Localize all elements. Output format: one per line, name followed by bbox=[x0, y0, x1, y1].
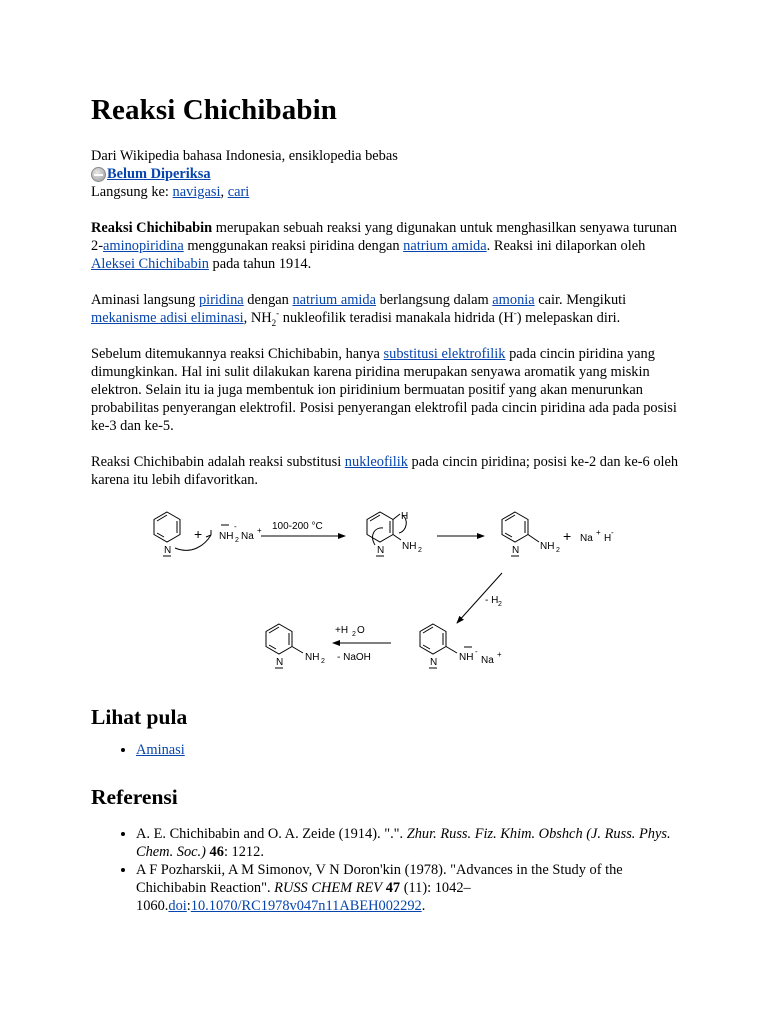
sodium-charge-2: + bbox=[596, 528, 601, 537]
plus-sign-1: + bbox=[194, 526, 203, 542]
amination-text-4: cair. Mengikuti bbox=[534, 292, 627, 308]
nh2-label-2: NH bbox=[402, 541, 417, 552]
nh2-subscript-2: 2 bbox=[418, 547, 422, 554]
amination-text-2: dengan bbox=[243, 292, 293, 308]
bond-c-nh2-5 bbox=[292, 647, 303, 654]
hydride-label: H bbox=[604, 533, 612, 544]
review-status-link[interactable]: Belum Diperiksa bbox=[107, 166, 211, 182]
electrophilic-text-1: Sebelum ditemukannya reaksi Chichibabin, hanya bbox=[91, 346, 384, 362]
curved-arrow-ring bbox=[373, 528, 383, 545]
amination-text-7: ) melepaskan diri. bbox=[516, 310, 621, 326]
link-piridina[interactable]: piridina bbox=[198, 292, 244, 308]
nh2-label-3: NH bbox=[540, 541, 555, 552]
h-label-2: H bbox=[401, 511, 409, 522]
nucleophilic-paragraph bbox=[91, 453, 691, 489]
jump-to-navigation-link[interactable]: navigasi bbox=[172, 184, 221, 200]
reference-item bbox=[136, 825, 691, 861]
amination-superscript-1: - bbox=[276, 308, 280, 319]
amination-subscript: 2 bbox=[271, 317, 277, 328]
see-also-item bbox=[136, 741, 691, 759]
reference-2-end: . bbox=[421, 898, 426, 914]
link-doi-label[interactable]: doi bbox=[168, 898, 187, 914]
jump-links bbox=[91, 183, 691, 201]
reference-1-journal: Zhur. Russ. Fiz. Khim. Obshch (J. Russ. Phys. Chem. Soc.) bbox=[136, 826, 671, 860]
jump-to-search-link[interactable]: cari bbox=[227, 184, 250, 200]
amination-text-1: Aminasi langsung bbox=[91, 292, 199, 308]
intro-paragraph bbox=[91, 219, 691, 273]
intro-text-2: menggunakan reaksi piridina dengan bbox=[183, 238, 404, 254]
pyridine-ring-3 bbox=[502, 512, 528, 542]
pyridine-ring-2 bbox=[367, 512, 393, 542]
amination-superscript-2: - bbox=[513, 308, 517, 319]
amination-text-5: , NH bbox=[243, 310, 272, 326]
hydride-charge: - bbox=[611, 528, 614, 537]
site-tagline: Dari Wikipedia bahasa Indonesia, ensiklopedia bebas bbox=[91, 148, 398, 164]
bond-c-nh2 bbox=[393, 535, 401, 541]
loss-h2-label: - H bbox=[485, 595, 499, 606]
electrophilic-paragraph bbox=[91, 345, 691, 435]
electrophilic-text-2: pada cincin piridina yang dimungkinkan. Hal ini sulit dilakukan karena piridina merupakan senyawa aromatik yang miskin elektron. Selain itu ia juga membentuk ion piridinium bermuatan positif yang akan menurunkan probabilitas penyerangan elektrofil. Posisi penyerangan elektrofil pada cincin piridina ada pada posisi ke-3 dan ke-5. bbox=[91, 346, 677, 434]
see-also-heading: Lihat pula bbox=[91, 705, 188, 729]
reference-1-pages: : 1212. bbox=[223, 844, 264, 860]
reference-1-volume: 46 bbox=[209, 844, 224, 860]
water-label: +H bbox=[335, 625, 349, 636]
intro-text-3: . Reaksi ini dilaporkan oleh bbox=[486, 238, 646, 254]
link-doi-value[interactable]: 10.1070/RC1978v047n11ABEH002292 bbox=[190, 898, 422, 914]
link-nukleofilik[interactable]: nukleofilik bbox=[344, 454, 408, 470]
references-list bbox=[91, 825, 691, 915]
nh-anion-label: NH bbox=[459, 652, 474, 663]
intro-bold-term: Reaksi Chichibabin bbox=[91, 220, 213, 236]
jump-separator: , bbox=[220, 184, 228, 200]
link-aminopiridina[interactable]: aminopiridina bbox=[103, 238, 184, 254]
references-heading: Referensi bbox=[91, 785, 178, 809]
amide-charge: - bbox=[234, 522, 237, 531]
water-subscript: 2 bbox=[352, 631, 356, 638]
n-label-3: N bbox=[512, 545, 520, 556]
intro-text-1: merupakan sebuah reaksi yang digunakan untuk menghasilkan senyawa turunan 2- bbox=[91, 220, 677, 254]
link-aleksei-chichibabin[interactable]: Aleksei Chichibabin bbox=[91, 256, 209, 272]
sodium-charge-1: + bbox=[257, 526, 262, 535]
n-label-5: N bbox=[276, 657, 284, 668]
reference-1-authors: A. E. Chichibabin and O. A. Zeide (1914). ".". bbox=[136, 826, 407, 842]
nucleophilic-text-2: pada cincin piridina; posisi ke-2 dan ke-6 oleh karena itu lebih difavoritkan. bbox=[91, 454, 679, 488]
link-amonia[interactable]: amonia bbox=[492, 292, 535, 308]
sodium-label-1: Na bbox=[241, 531, 254, 542]
nh-anion-charge: - bbox=[475, 647, 478, 656]
loss-h2-subscript: 2 bbox=[498, 601, 502, 608]
article-content bbox=[91, 88, 691, 915]
reaction-scheme-svg bbox=[137, 505, 637, 683]
reference-2-pages: (11): 1042–1060. bbox=[136, 880, 471, 914]
water-oxygen: O bbox=[357, 625, 365, 636]
bond-c-nh-4 bbox=[446, 647, 457, 654]
naoh-label: - NaOH bbox=[337, 652, 371, 663]
review-status bbox=[91, 165, 691, 183]
amide-subscript: 2 bbox=[235, 537, 239, 544]
pyridine-ring-5 bbox=[266, 624, 292, 654]
n-label-2: N bbox=[377, 545, 385, 556]
pyridine-ring-1 bbox=[154, 512, 180, 542]
intro-text-4: pada tahun 1914. bbox=[208, 256, 312, 272]
reference-2-volume: 47 bbox=[385, 880, 401, 896]
sodium-charge-3: + bbox=[497, 650, 502, 659]
link-aminasi[interactable]: Aminasi bbox=[136, 742, 185, 758]
page-title: Reaksi Chichibabin bbox=[91, 94, 337, 126]
curved-arrow-attack-1 bbox=[175, 535, 211, 550]
sodium-label-2: Na bbox=[580, 533, 593, 544]
n-label-1: N bbox=[164, 545, 172, 556]
nh2-label-5: NH bbox=[305, 652, 320, 663]
link-mekanisme-adisi-eliminasi[interactable]: mekanisme adisi eliminasi bbox=[91, 310, 244, 326]
nh2-subscript-5: 2 bbox=[321, 658, 325, 665]
nh2-subscript-3: 2 bbox=[556, 547, 560, 554]
amination-text-3: berlangsung dalam bbox=[376, 292, 493, 308]
reaction-scheme-figure bbox=[137, 505, 637, 683]
link-natrium-amida[interactable]: natrium amida bbox=[403, 238, 487, 254]
review-status-icon bbox=[91, 167, 106, 182]
n-label-4: N bbox=[430, 657, 438, 668]
conditions-label: 100-200 °C bbox=[272, 521, 323, 532]
plus-sign-2: + bbox=[563, 528, 572, 544]
link-natrium-amida-2[interactable]: natrium amida bbox=[292, 292, 376, 308]
reference-2-authors: A F Pozharskii, A M Simonov, V N Doron'kin (1978). "Advances in the Study of the Chichibabin Reaction". bbox=[136, 862, 623, 896]
pyridine-ring-4 bbox=[420, 624, 446, 654]
amination-text-6: nukleofilik teradisi manakala hidrida (H bbox=[279, 310, 514, 326]
amination-paragraph bbox=[91, 291, 691, 327]
see-also-list bbox=[91, 741, 691, 759]
jump-prefix: Langsung ke: bbox=[91, 184, 173, 200]
nucleophilic-text-1: Reaksi Chichibabin adalah reaksi substitusi bbox=[91, 454, 345, 470]
bond-c-nh2-3 bbox=[528, 535, 539, 543]
reference-item bbox=[136, 861, 691, 915]
link-substitusi-elektrofilik[interactable]: substitusi elektrofilik bbox=[383, 346, 506, 362]
reference-2-journal: RUSS CHEM REV bbox=[274, 880, 383, 896]
amide-label: NH bbox=[219, 531, 234, 542]
reference-2-colon: : bbox=[186, 898, 191, 914]
sodium-label-3: Na bbox=[481, 655, 494, 666]
bond-c-h bbox=[393, 514, 400, 520]
